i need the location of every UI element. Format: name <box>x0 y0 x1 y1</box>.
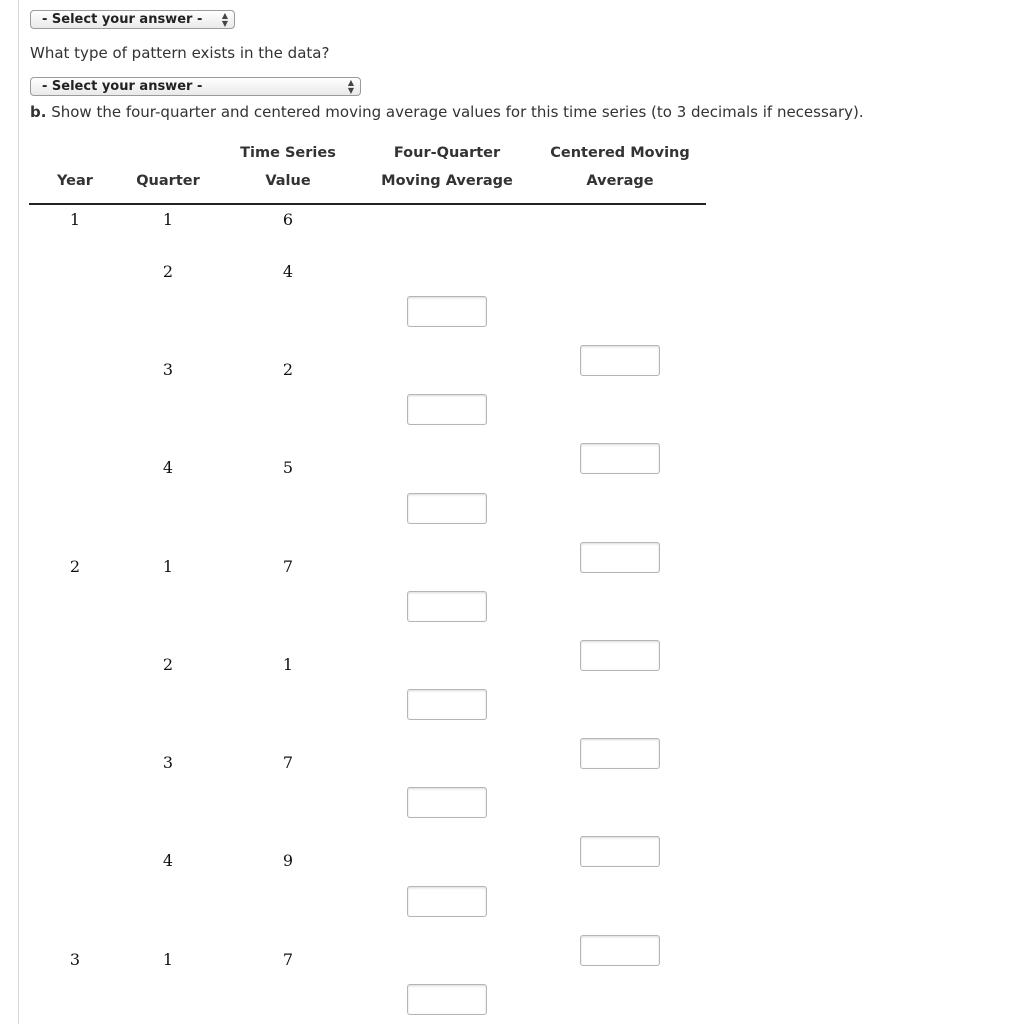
header-time-series-line1: Time Series <box>240 145 336 161</box>
part-b-instruction <box>30 103 864 121</box>
centered-ma-input-1[interactable] <box>580 345 660 376</box>
up-down-arrows-icon: ▲ ▼ <box>347 78 354 95</box>
row-3-quarter: 3 <box>162 360 174 379</box>
row-8-quarter: 4 <box>162 851 174 870</box>
row-1-quarter: 1 <box>162 210 174 229</box>
row-1-year: 1 <box>69 210 81 229</box>
top-answer-select[interactable] <box>30 10 235 29</box>
row-5-year: 2 <box>69 557 81 576</box>
pattern-type-select[interactable] <box>30 77 361 96</box>
left-border-rule <box>18 0 19 1024</box>
table-header-rule <box>29 203 706 205</box>
header-four-quarter-line2: Moving Average <box>381 173 513 189</box>
row-1-value: 6 <box>282 210 294 229</box>
row-5-quarter: 1 <box>162 557 174 576</box>
four-quarter-ma-input-4[interactable] <box>407 591 487 622</box>
centered-ma-input-7[interactable] <box>580 935 660 966</box>
row-2-value: 4 <box>282 262 294 281</box>
pattern-type-select-value: - Select your answer - <box>42 79 203 94</box>
four-quarter-ma-input-3[interactable] <box>407 493 487 524</box>
part-b-text: Show the four-quarter and centered moving average values for this time series (to 3 decimals if necessary). <box>46 103 864 121</box>
centered-ma-input-5[interactable] <box>580 738 660 769</box>
row-7-value: 7 <box>282 753 294 772</box>
pattern-question: What type of pattern exists in the data? <box>30 44 330 62</box>
row-7-quarter: 3 <box>162 753 174 772</box>
centered-ma-input-3[interactable] <box>580 542 660 573</box>
header-centered-line1: Centered Moving <box>550 145 690 161</box>
row-4-value: 5 <box>282 458 294 477</box>
centered-ma-input-2[interactable] <box>580 443 660 474</box>
four-quarter-ma-input-1[interactable] <box>407 296 487 327</box>
four-quarter-ma-input-8[interactable] <box>407 984 487 1015</box>
row-5-value: 7 <box>282 557 294 576</box>
row-3-value: 2 <box>282 360 294 379</box>
header-time-series-line2: Value <box>265 173 311 189</box>
row-6-quarter: 2 <box>162 655 174 674</box>
row-4-quarter: 4 <box>162 458 174 477</box>
row-6-value: 1 <box>282 655 294 674</box>
row-9-year: 3 <box>69 950 81 969</box>
row-9-value: 7 <box>282 950 294 969</box>
four-quarter-ma-input-7[interactable] <box>407 886 487 917</box>
centered-ma-input-4[interactable] <box>580 640 660 671</box>
row-2-quarter: 2 <box>162 262 174 281</box>
centered-ma-input-6[interactable] <box>580 836 660 867</box>
header-year: Year <box>57 173 93 189</box>
top-answer-select-value: - Select your answer - <box>42 12 203 27</box>
row-9-quarter: 1 <box>162 950 174 969</box>
four-quarter-ma-input-5[interactable] <box>407 689 487 720</box>
up-down-arrows-icon: ▲ ▼ <box>221 11 228 28</box>
header-quarter: Quarter <box>136 173 200 189</box>
part-b-label: b. <box>30 103 47 121</box>
four-quarter-ma-input-6[interactable] <box>407 787 487 818</box>
row-8-value: 9 <box>282 851 294 870</box>
header-centered-line2: Average <box>586 173 654 189</box>
four-quarter-ma-input-2[interactable] <box>407 394 487 425</box>
header-four-quarter-line1: Four-Quarter <box>393 145 501 161</box>
